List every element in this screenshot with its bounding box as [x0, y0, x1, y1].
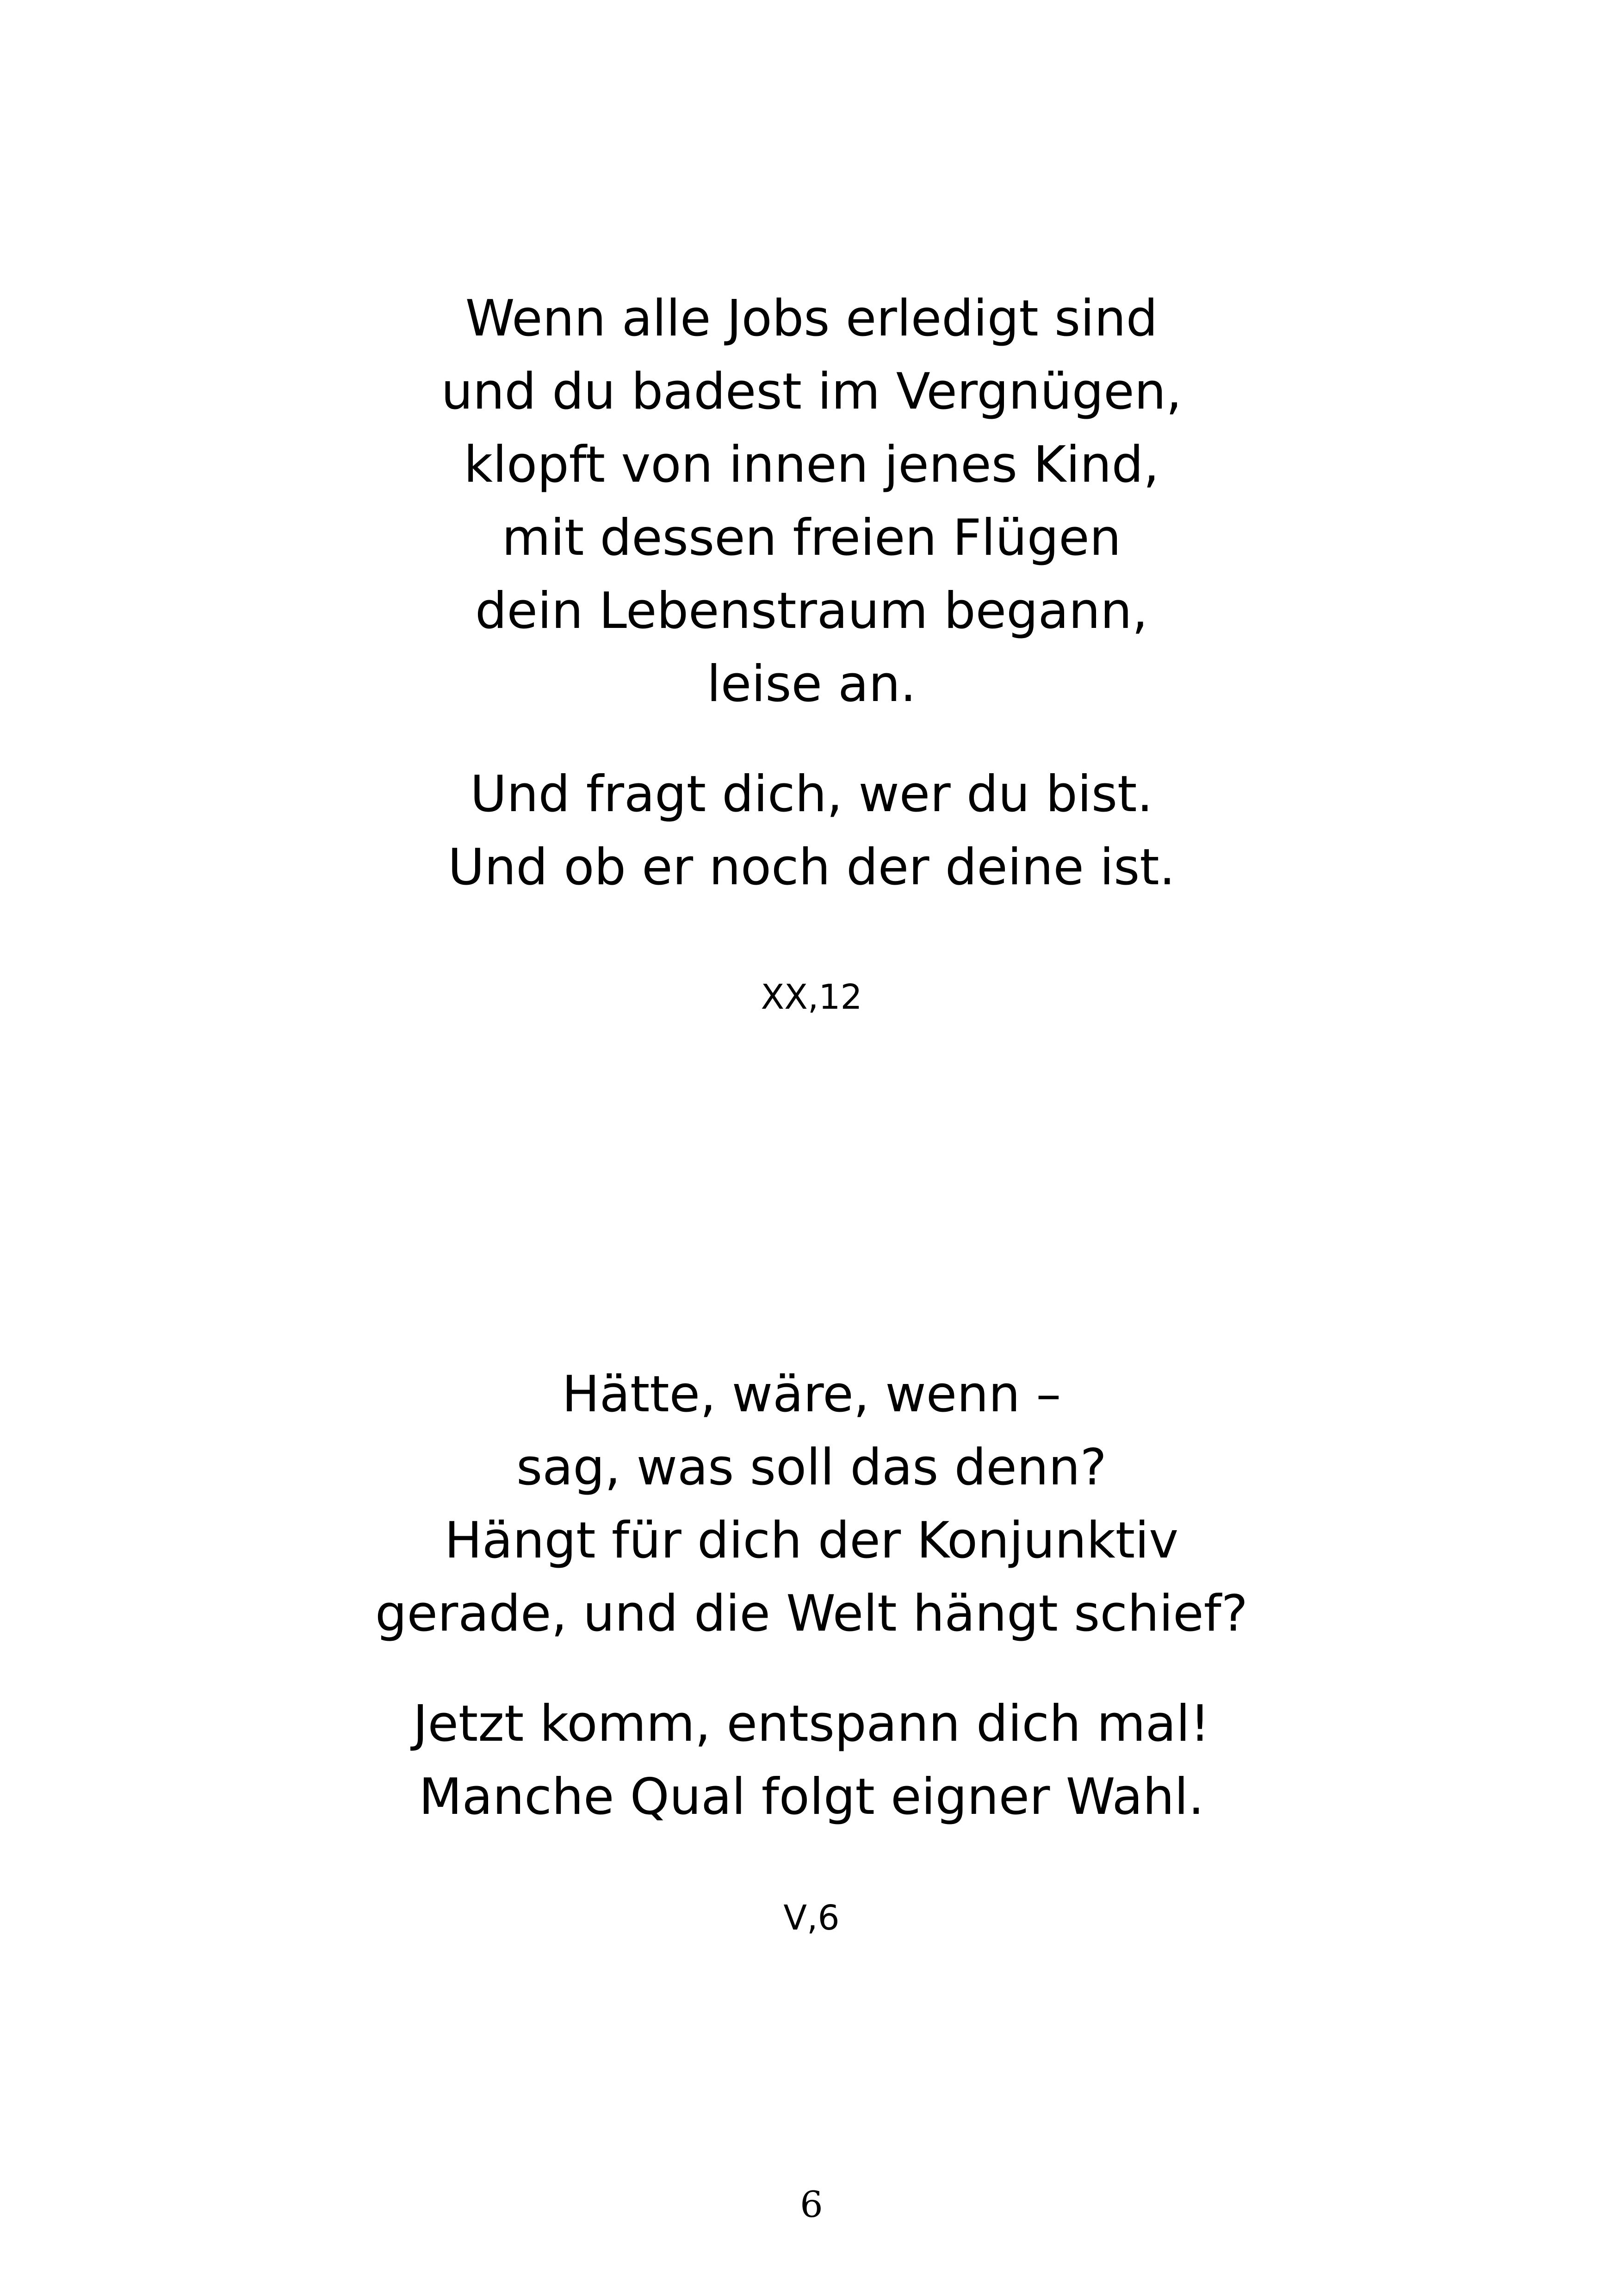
verse-line: sag, was soll das denn? — [516, 1439, 1107, 1496]
verse-line: Hängt für dich der Konjunktiv — [444, 1512, 1179, 1570]
verse-line: Manche Qual folgt eigner Wahl. — [419, 1768, 1204, 1826]
poem-1-stanza-2 — [0, 758, 1623, 904]
verse-line: Jetzt komm, entspann dich mal! — [413, 1695, 1210, 1753]
poem-2-stanza-1 — [0, 1358, 1623, 1651]
verse-line: Und ob er noch der deine ist. — [447, 838, 1176, 896]
poem-2 — [0, 1358, 1623, 1834]
poem-1 — [0, 282, 1623, 904]
poem-1-stanza-1 — [0, 282, 1623, 721]
page-number: 6 — [800, 2184, 823, 2226]
verse-line: dein Lebenstraum begann, — [475, 582, 1148, 640]
verse-line: Hätte, wäre, wenn – — [562, 1365, 1061, 1423]
poem-2-signature: V,6 — [783, 1898, 840, 1938]
verse-line: Wenn alle Jobs erledigt sind — [465, 290, 1158, 348]
verse-line: Und fragt dich, wer du bist. — [470, 765, 1153, 823]
poem-1-signature: XX,12 — [761, 977, 862, 1017]
verse-line: gerade, und die Welt hängt schief? — [375, 1585, 1248, 1643]
verse-line: und du badest im Vergnügen, — [441, 363, 1182, 421]
stanza-gap — [0, 721, 1623, 758]
poem-2-stanza-2 — [0, 1688, 1623, 1834]
stanza-gap — [0, 1651, 1623, 1688]
verse-line: klopft von innen jenes Kind, — [464, 436, 1159, 494]
verse-line: mit dessen freien Flügen — [502, 509, 1121, 567]
verse-line: leise an. — [706, 655, 917, 713]
